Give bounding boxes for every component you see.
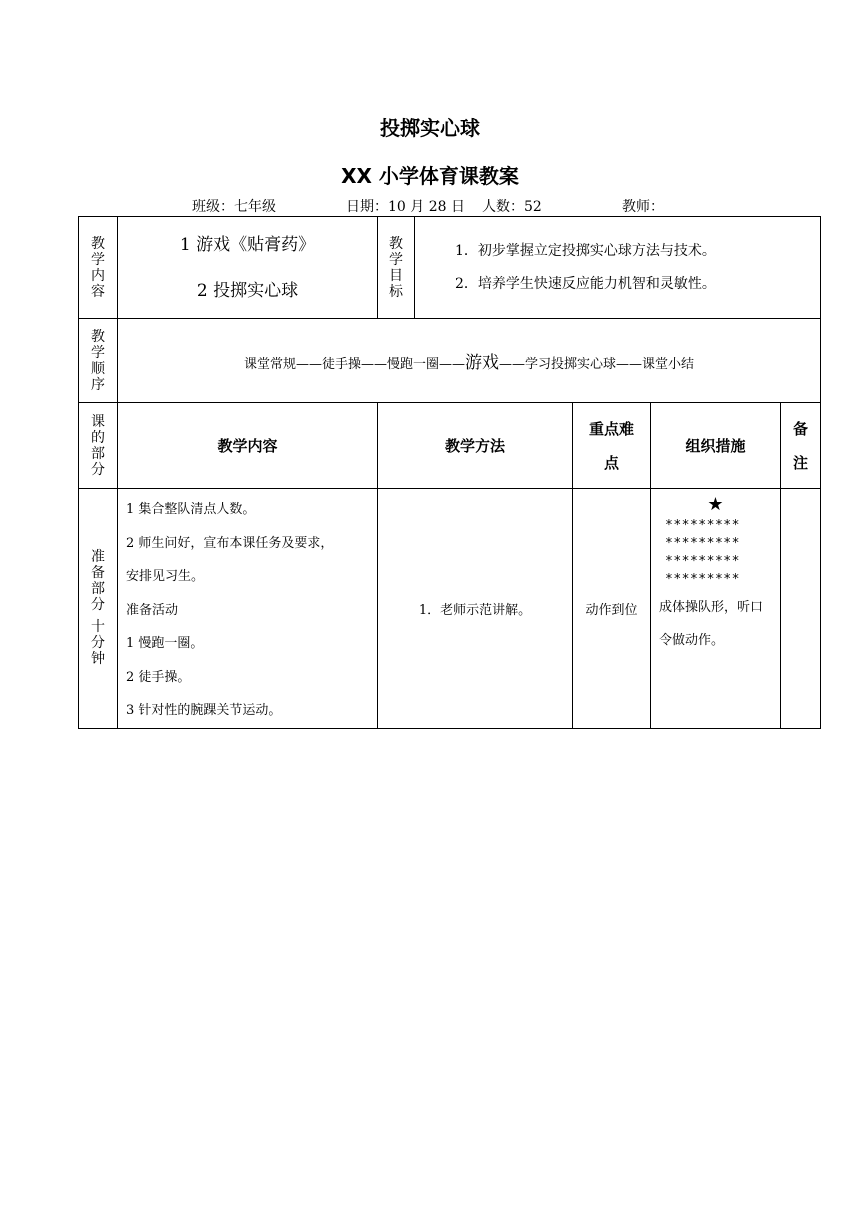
formation-diagram: ********* ********* ********* ********* xyxy=(665,518,740,587)
prep-row xyxy=(79,489,821,729)
header-row xyxy=(79,403,821,489)
list-item: 1 集合整队清点人数。 xyxy=(126,502,256,517)
list-item: 3 针对性的腕踝关节运动。 xyxy=(126,703,282,718)
list-item: 1 慢跑一圈。 xyxy=(126,636,204,651)
prep-method: 1．老师示范讲解。 xyxy=(378,489,573,729)
document-subtitle: XX 小学体育课教案 xyxy=(341,164,519,188)
date-info: 日期：10 月 28 日 xyxy=(346,199,465,215)
content-item-game: 1 游戏《贴膏药》 xyxy=(179,234,316,255)
prep-content-list xyxy=(118,489,378,729)
header-organization: 组织措施 xyxy=(651,403,781,489)
header-notes: 备 注 xyxy=(781,403,821,489)
header-key-points: 重点难 点 xyxy=(573,403,651,489)
content-items xyxy=(118,217,378,319)
list-item: 安排见习生。 xyxy=(126,569,205,584)
organization-note: 成体操队形，听口 令做动作。 xyxy=(659,600,764,648)
goal-item-1: 1．初步掌握立定投掷实心球方法与技术。 xyxy=(455,242,716,259)
lesson-plan-table xyxy=(78,216,821,729)
prep-key-points: 动作到位 xyxy=(573,489,651,729)
document-title: 投掷实心球 xyxy=(380,116,480,140)
sequence-label: 教 学 顺 序 xyxy=(79,319,118,403)
class-info: 班级：七年级 xyxy=(192,199,276,215)
teacher-info: 教师： xyxy=(622,199,664,215)
header-method: 教学方法 xyxy=(378,403,573,489)
sequence-row xyxy=(79,319,821,403)
student-count-info: 人数：52 xyxy=(482,199,542,215)
sequence-text: 课堂常规——徒手操——慢跑一圈——游戏——学习投掷实心球——课堂小结 xyxy=(118,319,821,403)
goals-label: 教 学 目 标 xyxy=(378,217,415,319)
header-content: 教学内容 xyxy=(118,403,378,489)
list-item: 2 师生问好，宣布本课任务及要求， xyxy=(126,535,334,551)
content-item-throw: 2 投掷实心球 xyxy=(196,280,299,301)
goals-list xyxy=(415,217,821,319)
goal-item-2: 2．培养学生快速反应能力机智和灵敏性。 xyxy=(455,275,716,292)
list-item: 准备活动 xyxy=(126,602,179,618)
teacher-star-icon: ★ xyxy=(707,494,724,515)
list-item: 2 徒手操。 xyxy=(126,669,191,685)
content-goals-row xyxy=(79,217,821,319)
prep-label: 准 备 部 分 十 分 钟 xyxy=(79,489,118,729)
content-label: 教 学 内 容 xyxy=(79,217,118,319)
prep-organization xyxy=(651,489,781,729)
prep-notes xyxy=(781,489,821,729)
section-label: 课 的 部 分 xyxy=(79,403,118,489)
